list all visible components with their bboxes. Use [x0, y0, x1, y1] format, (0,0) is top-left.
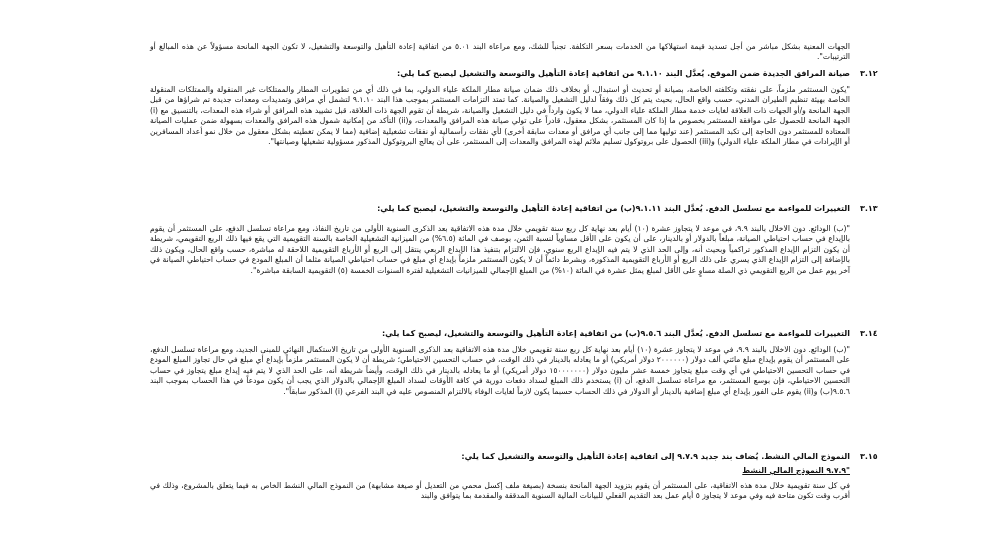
- section-body: "يكون المستثمر ملزماً، على نفقته وتكلفته الخاصة، بصيانة أو تحديث أو استبدال، أو بخلاف ذلك ضمان صيانة مطار الملكة علياء الدولي، بما في ذلك أي من تطويرات المطار والممتلكات غير المنقولة والممتلكات المنقولة الخاصة بهيئة تنظيم الطيران المدني، حسب واقع الحال، بحيث يتم كل ذلك وفقاً لدليل التشغيل والصيانة. كما تمتد التزامات المستثمر بموجب هذا البند ٩.١.١٠ لتشمل أي مرافق وتمديدات ومعدات جديدة تم شراؤها من قبل الجهة المانحة و/أو الجهات ذات العلاقة لغايات خدمة مطار الملكة علياء الدولي، مما لا يكون وارداً في دليل التشغيل والصيانة، شريطة أن تقوم الجهة ذات العلاقة، قبل تشييد هذه المرافق أو شراء هذه المعدات، بالتنسيق مع (i) الجهة المانحة للحصول على موافقة المستثمر بخصوص ما إذا كان المستثمر، بشكل معقول، قادراً على تولي صيانة هذه المرافق والمعدات، و(ii) التأكد من إمكانية شمول هذه المرافق والمعدات بسهولة ضمن عمليات الصيانة المعتادة للمستثمر دون الحاجة إلى تكبد المستثمر (عند توليها مما إلى جانب أي مرافق أو معدات سابقة أخرى) لأي نفقات رأسمالية أو نفقات تشغيلية إضافية (مما لا يمكن تغطيته بشكل معقول من خلال نمو أعداد المسافرين أو الإيرادات في مطار الملكة علياء الدولي) و(iii) الحصول على بروتوكول تسليم ملائم لهذه المرافق والمعدات إلى المستثمر، على أن يعالج البروتوكول المذكور مسؤولية تشغيلها وصيانتها".: [150, 85, 850, 147]
- section-heading: التغييرات للمواءمة مع تسلسل الدفع. يُعدَّل البند ٩.٥.٦(ب) من اتفاقية إعادة التأهيل والتوسعة والتشغيل، ليصبح كما يلي:: [381, 329, 850, 338]
- section-body: في كل سنة تقويمية خلال مدة هذه الاتفاقية، على المستثمر أن يقوم بتزويد الجهة المانحة بنسخة (بصيغة ملف إكسل محمي من التعديل أو صيغة مشابهة) من النموذج المالي النشط الخاص به فيما يتعلق بالمشروع، وذلك في أقرب وقت تكون متاحة فيه وفي موعد لا يتجاوز ٥ أيام عمل بعد التقديم الفعلي للبيانات المالية السنوية المدققة والمقدمة بما يتوافق والبند: [150, 481, 850, 501]
- section-number: ٣.١٥: [860, 452, 878, 461]
- section-number: ٣.١٣: [860, 204, 878, 213]
- section-body: "(ب) الودائع. دون الاخلال بالبند ٩.٩، في موعد لا يتجاوز عشرة (١٠) أيام بعد نهاية كل ربع سنة تقويمي خلال مدة هذه الاتفاقية بعد الذكرى السنوية الأولى من تاريخ النفاذ، ومع مراعاة تسلسل الدفع، على المستثمر أن يقوم بالإيداع في حساب احتياطي الصيانة، مبلغاً بالدولار أو بالدينار، على أن يكون على الأقل مساوياً لنسبة الثمن، بوصف في المائة (٦.٥%) من الميزانية التشغيلية الخاصة بالسنة التقويمية التي يقع فيها ذلك الربع التقويمي، شريطة أن يكون التزام الإيداع المذكور تراكمياً وبحيث أنه، وإلى الحد الذي لا يتم فيه الإيداع الربع سنوي، فإن الالتزام بتنفيذ هذا الإيداع الربعي ينتقل إلى الربع أو الأرباع التقويمية اللاحقة له مباشرة، حسب واقع الحال، ويكون ذلك بالإضافة إلى التزام الإيداع الذي يسري على ذلك الربع أو الأرباع التقويمية المذكورة، وبشرط دائماً أن لا يكون المستثمر ملزماً بإيداع أي مبلغ في حساب احتياطي الصيانة مثلما أن المبلغ المودع في حساب احتياطي الصيانة في آخر يوم عمل من الربع التقويمي ذي الصلة مساوٍ على الأقل لمبلغ يمثل عشرة في المائة (١٠%) من المبلغ الإجمالي للميزانيات التشغيلية لفترة السنوات الخمسة (٥) التقويمية السابقة مباشرة".: [150, 224, 851, 275]
- section-number: ٣.١٤: [860, 329, 878, 338]
- intro-paragraph: الجهات المعنية بشكل مباشر من أجل تسديد قيمة استهلاكها من الخدمات بسعر التكلفة. تجنباً للشك، ومع مراعاة البند ٥.٠١ من اتفاقية إعادة التأهيل والتوسعة والتشغيل، لا تكون الجهة المانحة مسؤولاً عن هذه المبالغ أو الترتيبات".: [150, 42, 850, 62]
- subsection-heading: "٩.٧.٩ النموذج المالي النشط: [742, 466, 850, 475]
- section-heading: النموذج المالي النشط. يُضاف بند جديد ٩.٧.٩ إلى اتفاقية إعادة التأهيل والتوسعة والتشغيل كما يلي:: [461, 452, 850, 461]
- section-number: ٣.١٢: [860, 69, 878, 78]
- section-heading: التغييرات للمواءمة مع تسلسل الدفع. يُعدَّل البند ٩.١.١١(ب) من اتفاقية إعادة التأهيل والتوسعة والتشغيل، ليصبح كما يلي:: [377, 204, 850, 213]
- section-body: "(ب) الودائع. دون الاخلال بالبند ٩.٩، في موعد لا يتجاوز عشرة (١٠) أيام بعد نهاية كل ربع سنة تقويمي خلال مدة هذه الاتفاقية بعد الذكرى السنوية الأولى من تاريخ الاستكمال النهائي للمبنى الجديد، ومع مراعاة تسلسل الدفع، على المستثمر أن يقوم بإيداع مبلغ مائتي ألف دولار (٢٠٠٠٠٠٠ دولار أمريكي) أو ما يعادله بالدينار في ذلك الوقت، في حساب التحسين الاحتياطي؛ شريطة أن لا يكون المستثمر ملزماً بإيداع أي مبلغ في حال تجاوز المبلغ المودع في حساب التحسين الاحتياطي في أي وقت مبلغ يتجاوز خمسة عشر مليون دولار (١٥٠٠٠٠٠٠٠ دولار أمريكي) أو ما يعادله بالدينار في ذلك الوقت، وأيضاً شريطة أنه، على الحد الذي لا يتم فيه إيداع مبلغ يتجاوز في حساب التحسين الاحتياطي، فإن بوسع المستثمر، مع مراعاة تسلسل الدفع، أن (i) يستخدم ذلك المبلغ لسداد دفعات دورية في كافة الأوقات لسداد المبلغ الإجمالي بالدولار الذي يجب أن يكون مودعاً في هذا الحساب بموجب البند ٩.٥.٦(ب) و(ii) يقوم على الفور بإيداع أي مبلغ إضافية بالدينار أو الدولار في ذلك الحساب حسبما يكون لازماً لغايات الوفاء بالالتزام المنصوص عليه في البند الفرعي (i) المذكور سابقاً".: [150, 345, 851, 396]
- section-heading: صيانة المرافق الجديدة ضمن الموقع. يُعدَّل البند ٩.١.١٠ من اتفاقية إعادة التأهيل والتوسعة والتشغيل ليصبح كما يلي:: [397, 69, 850, 78]
